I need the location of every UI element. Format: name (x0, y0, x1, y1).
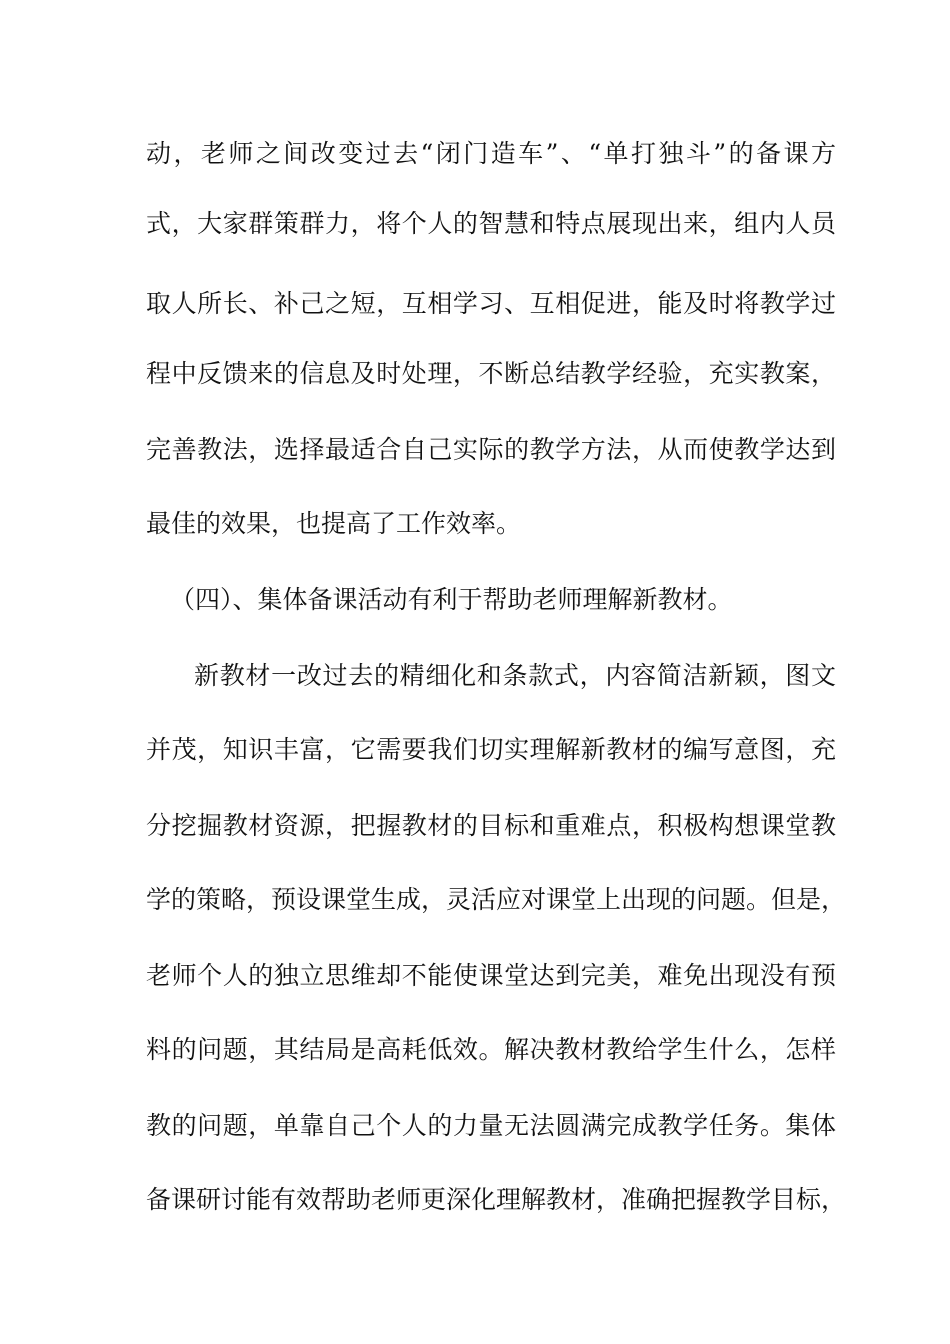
text-line: 老师个人的独立思维却不能使课堂达到完美，难免出现没有预 (146, 961, 836, 990)
text-line: 料的问题，其结局是高耗低效。解决教材教给学生什么，怎样 (146, 1035, 836, 1064)
text-line: 并茂，知识丰富，它需要我们切实理解新教材的编写意图，充 (146, 735, 836, 764)
text-line: 程中反馈来的信息及时处理，不断总结教学经验，充实教案， (146, 359, 836, 388)
text-line: 动，老师之间改变过去“闭门造车”、“单打独斗”的备课方 (146, 139, 836, 168)
section-heading: （四）、集体备课活动有利于帮助老师理解新教材。 (170, 585, 733, 614)
text-line: 新教材一改过去的精细化和条款式，内容简洁新颖，图文 (194, 661, 836, 690)
text-line: 分挖掘教材资源，把握教材的目标和重难点，积极构想课堂教 (146, 811, 836, 840)
text-line: 最佳的效果，也提高了工作效率。 (146, 509, 522, 538)
text-line: 教的问题，单靠自己个人的力量无法圆满完成教学任务。集体 (146, 1111, 836, 1140)
text-line: 取人所长、补己之短，互相学习、互相促进，能及时将教学过 (146, 289, 836, 318)
text-line: 备课研讨能有效帮助老师更深化理解教材，准确把握教学目标， (146, 1185, 847, 1214)
text-line: 式，大家群策群力，将个人的智慧和特点展现出来，组内人员 (146, 209, 836, 238)
text-line: 完善教法，选择最适合自己实际的教学方法，从而使教学达到 (146, 435, 836, 464)
text-line: 学的策略，预设课堂生成，灵活应对课堂上出现的问题。但是， (146, 885, 847, 914)
